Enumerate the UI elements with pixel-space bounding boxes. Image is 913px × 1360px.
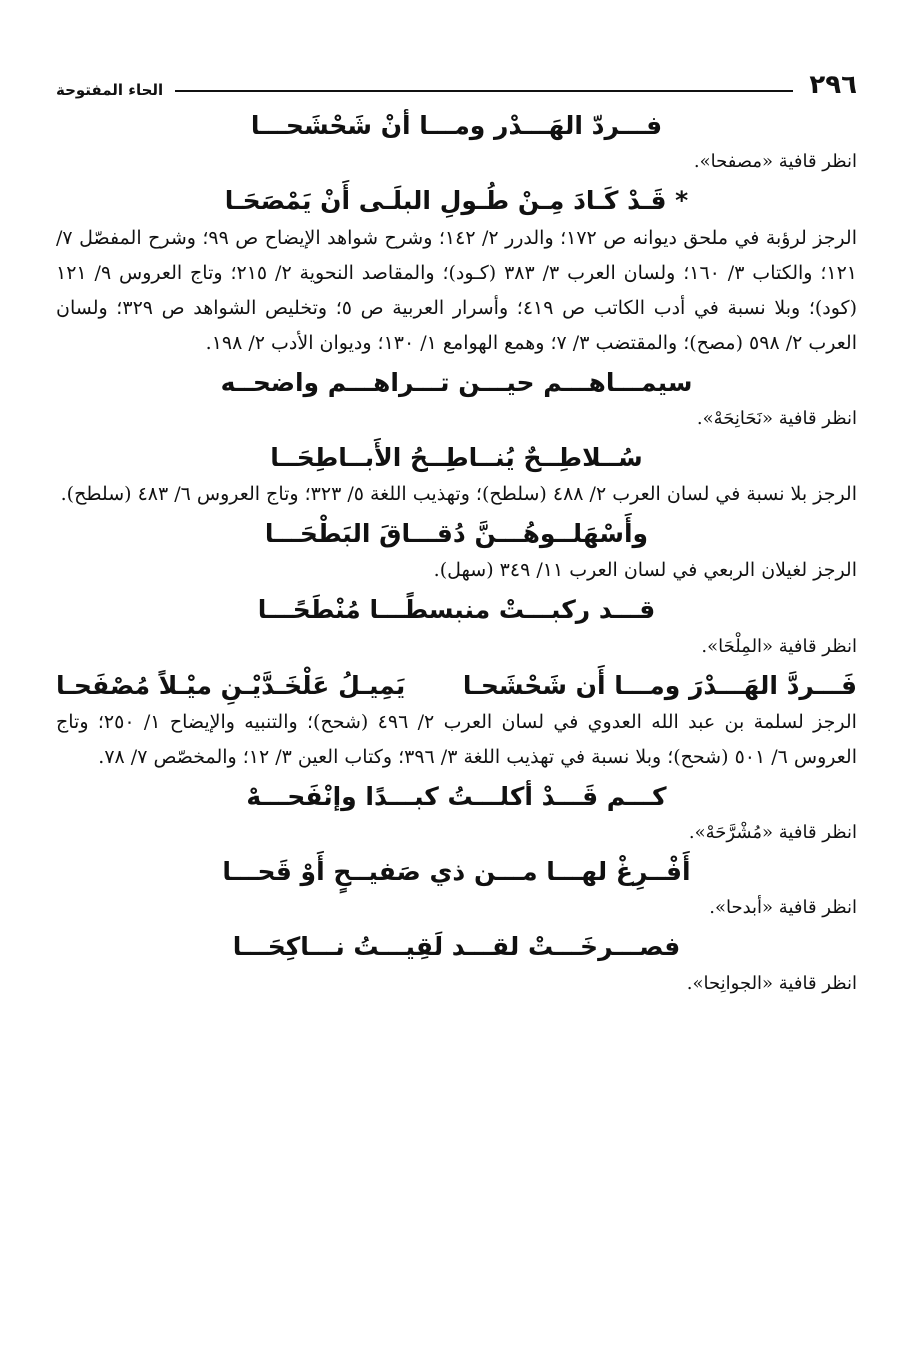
- cross-reference-note: انظر قافية «مصفحا».: [693, 151, 857, 173]
- cross-reference-note: انظر قافية «أبدحا».: [709, 897, 857, 919]
- verse-line: سيمـــاهـــم حيـــن تـــراهـــم واضحــه: [220, 367, 693, 397]
- running-title: الحاء المفتوحة: [56, 81, 164, 99]
- cross-reference-note: انظر قافية «المِلْحَا».: [701, 635, 857, 657]
- verse-line: أَفْــرِغْ لهـــا مـــن ذي صَفيــحٍ أَوْ قَحـــا: [222, 857, 691, 886]
- verse-line: * قَـدْ كَـادَ مِـنْ طُـولِ البلَـى أَنْ يَمْصَحَـا: [224, 186, 689, 216]
- citation-paragraph: الرجز بلا نسبة في لسان العرب ٢/ ٤٨٨ (سلطح)؛ وتهذيب اللغة ٥/ ٣٢٣؛ وتاج العروس ٦/ ٤٨٣ (سلطح).: [60, 483, 857, 505]
- verse-line: وأَسْهَلــوهُـــنَّ دُقـــاقَ البَطْحَـــا: [264, 519, 649, 548]
- verse-hemistich-right: فَـــردَّ الهَـــدْرَ ومـــا أَن شَحْشَحـا: [462, 670, 857, 700]
- page-header: [56, 58, 857, 98]
- cross-reference-note: انظر قافية «مُشْرَّحَهْ».: [688, 822, 857, 843]
- verse-pair: [56, 670, 857, 701]
- cross-reference-note: انظر قافية «الجوانِحا».: [686, 972, 857, 994]
- citation-paragraph: الرجز لغيلان الربعي في لسان العرب ١١/ ٣٤٩ (سهل).: [433, 559, 857, 582]
- verse-line: كـــم قَـــدْ أكلـــتُ كبـــدًا وإنْفَحـــهْ: [246, 781, 667, 811]
- verse-line: فـــردّ الهَـــدْر ومـــا أنْ شَحْشَحـــا: [250, 111, 663, 140]
- header-rule: [175, 90, 793, 92]
- cross-reference-note: انظر قافية «نَحَانِحَهْ».: [696, 407, 857, 429]
- verse-line: سُــلاطِــحٌ يُنــاطِــحُ الأَبــاطِحَــا: [270, 442, 643, 472]
- page-number: ٢٩٦: [809, 70, 857, 100]
- verse-hemistich-left: يَمِيـلُ عَلْخَـدَّيْـنِ ميْـلاً مُصْفَحـا: [56, 670, 406, 700]
- verse-line: فصـــرخَـــتْ لقـــد لَقِيـــتُ نـــاكِحَـــا: [232, 932, 681, 962]
- citation-paragraph: الرجز لسلمة بن عبد الله العدوي في لسان العرب ٢/ ٤٩٦ (شحح)؛ والتنبيه والإيضاح ١/ ٢٥٠؛ وتاج العروس ٦/ ٥٠١ (شحح)؛ وبلا نسبة في تهذيب اللغة ٣/ ٣٩٦؛ وكتاب العين ٣/ ١٢؛ والمخصّص ٧/ ٧٨.: [56, 710, 857, 768]
- citation-paragraph: الرجز لرؤبة في ملحق ديوانه ص ١٧٢؛ والدرر ٢/ ١٤٢؛ وشرح شواهد الإيضاح ص ٩٩؛ وشرح المفصّل ٧/ ١٢١؛ والكتاب ٣/ ١٦٠؛ ولسان العرب ٣/ ٣٨٣ (كـود)؛ والمقاصد النحوية ٢/ ٢١٥؛ وتاج العروس ٩/ ١٢١ (كود)؛ وبلا نسبة في أدب الكاتب ص ٤١٩؛ وأسرار العربية ص ٥؛ وتخليص الشواهد ص ٣٢٩؛ ولسان العرب ٢/ ٥٩٨ (مصح)؛ والمقتضب ٣/ ٧؛ وهمع الهوامع ١/ ١٣٠؛ وديوان الأدب ٢/ ١٩٨.: [56, 226, 858, 354]
- verse-line: قـــد ركبـــتْ منبسطًـــا مُنْطَحًـــا: [257, 595, 656, 625]
